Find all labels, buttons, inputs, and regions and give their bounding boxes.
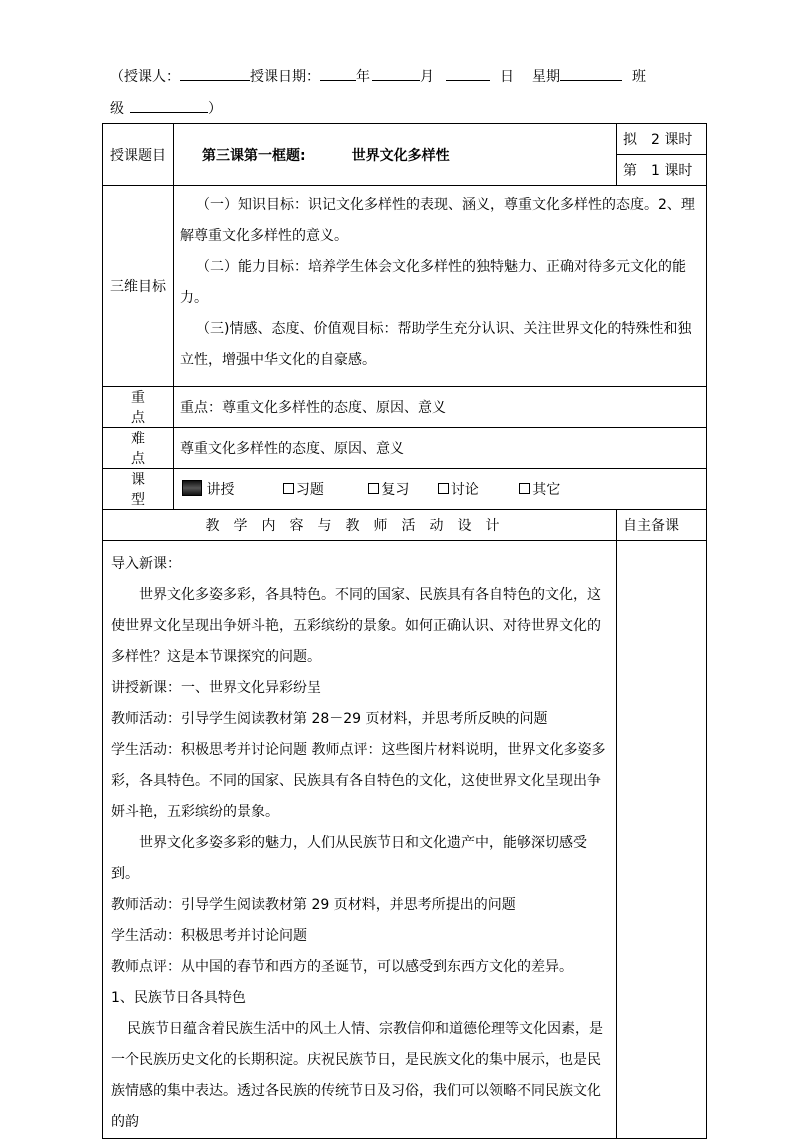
content-section-1: 1、民族节日各具特色: [111, 990, 246, 1006]
content-teacher-comment: 教师点评：从中国的春节和西方的圣诞节，可以感受到东西方文化的差异。: [111, 959, 573, 975]
content-cell: [103, 541, 617, 1139]
content-teacher-activity-1: 教师活动：引导学生阅读教材第 28－29 页材料，并思考所反映的问题: [111, 711, 548, 727]
header-line-2: [110, 98, 222, 118]
goals-label: 三维目标: [103, 186, 174, 387]
option-other[interactable]: 其它: [519, 479, 560, 499]
goal-knowledge: （一）知识目标：识记文化多样性的表现、涵义，尊重文化多样性的态度。2、理解尊重文化多样性的意义。: [180, 197, 695, 244]
content-teacher-activity-2: 教师活动：引导学生阅读教材第 29 页材料，并思考所提出的问题: [111, 897, 516, 913]
day-blank[interactable]: [446, 66, 490, 81]
checkbox-icon[interactable]: [438, 483, 449, 494]
lesson-title: 世界文化多样性: [351, 147, 450, 164]
class-label-start: 班: [632, 69, 646, 85]
current-hour: 第 1 课时: [617, 155, 707, 186]
lesson-type-label: 课型: [103, 469, 174, 510]
class-blank[interactable]: [130, 98, 208, 113]
key-point-text: 重点：尊重文化多样性的态度、原因、意义: [174, 387, 707, 428]
class-label-end: 级: [110, 101, 124, 117]
header-open: （授课人：: [110, 69, 180, 85]
date-label: 授课日期：: [250, 69, 320, 85]
option-discussion[interactable]: 讨论: [438, 479, 479, 499]
day-label: 日: [500, 69, 514, 85]
weekday-label: 星期: [532, 69, 560, 85]
content-student-activity-2: 学生活动：积极思考并讨论问题: [111, 928, 307, 944]
lesson-type-options: [174, 469, 707, 510]
content-charm-text: 世界文化多姿多彩的魅力，人们从民族节日和文化遗产中，能够深切感受到。: [111, 835, 587, 882]
self-prep-area[interactable]: [617, 541, 707, 1139]
goal-attitude: （三)情感、态度、价值观目标：帮助学生充分认识、关注世界文化的特殊性和独立性，增强中华文化的自豪感。: [180, 321, 692, 368]
content-new-lesson: 讲授新课：一、世界文化异彩纷呈: [111, 680, 321, 696]
header-close: ）: [208, 101, 222, 117]
year-blank[interactable]: [320, 66, 356, 81]
checkbox-icon[interactable]: [368, 483, 379, 494]
option-exercise[interactable]: 习题: [283, 479, 324, 499]
option-review[interactable]: 复习: [368, 479, 409, 499]
goals-cell: [174, 186, 707, 387]
difficulty-text: 尊重文化多样性的态度、原因、意义: [174, 428, 707, 469]
option-lecture: 讲授: [206, 482, 235, 498]
content-intro-text: 世界文化多姿多彩，各具特色。不同的国家、民族具有各自特色的文化，这使世界文化呈现出争妍斗艳，五彩缤纷的景象。如何正确认识、对待世界文化的多样性？这是本节课探究的问题。: [111, 587, 601, 665]
teacher-blank[interactable]: [180, 66, 250, 81]
year-label: 年: [356, 69, 370, 85]
checkbox-icon[interactable]: [283, 483, 294, 494]
lesson-number: 第三课第一框题:: [202, 147, 306, 164]
key-point-label: 重点: [103, 387, 174, 428]
content-festival-text: 民族节日蕴含着民族生活中的风土人情、宗教信仰和道德伦理等文化因素，是一个民族历史文化的长期积淀。庆祝民族节日，是民族文化的集中展示，也是民族情感的集中表达。透过各民族的传统节日及习俗，我们可以领略不同民族文化的韵: [111, 1021, 603, 1130]
goal-ability: （二）能力目标：培养学生体会文化多样性的独特魅力、正确对待多元文化的能力。: [180, 259, 686, 306]
selected-checkbox-icon[interactable]: [182, 480, 202, 496]
difficulty-label: 难点: [103, 428, 174, 469]
topic-cell: [174, 124, 617, 186]
content-intro-heading: 导入新课：: [111, 556, 181, 572]
month-blank[interactable]: [372, 66, 420, 81]
design-title: 教学内容与教师活动设计: [103, 510, 617, 541]
self-prep-label: 自主备课: [617, 510, 707, 541]
lesson-plan-table: [102, 123, 707, 1139]
topic-label: 授课题目: [103, 124, 174, 186]
content-student-activity-1: 学生活动：积极思考并讨论问题 教师点评：这些图片材料说明，世界文化多姿多彩，各具特色。不同的国家、民族具有各自特色的文化，这使世界文化呈现出争妍斗艳，五彩缤纷的景象。: [111, 742, 606, 820]
header-line-1: [110, 66, 646, 86]
planned-hours: 拟 2 课时: [617, 124, 707, 155]
weekday-blank[interactable]: [560, 66, 622, 81]
month-label: 月: [420, 69, 434, 85]
checkbox-icon[interactable]: [519, 483, 530, 494]
